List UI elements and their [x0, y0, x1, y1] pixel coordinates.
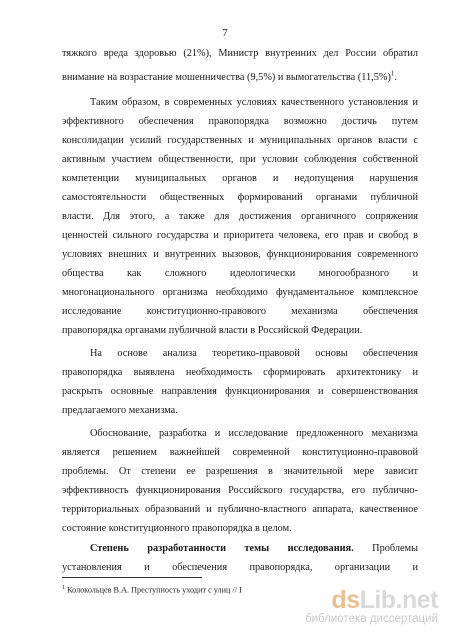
text-line: состояние конституционного правопорядка в целом. — [62, 523, 292, 534]
text-line: общества как сложного идеологически многообразного и — [62, 268, 418, 279]
text-span: Проблемы — [353, 543, 419, 554]
watermark-tagline: библиотека диссертаций — [305, 613, 438, 625]
text-line: исследование конституционно-правового механизма обеспечения — [62, 306, 418, 317]
text-line: Обоснование, разработка и исследование предложенного механизма — [90, 428, 418, 439]
footnote-marker: 1 — [62, 585, 65, 591]
text-line: консолидации усилий государственных и муниципальных органов власти с — [62, 135, 418, 146]
text-line — [62, 69, 418, 84]
text-line: проблемы. От степени ее разрешения в значительной мере зависит — [62, 466, 418, 477]
text-line: ценностей сильного государства и приоритета человека, его прав и свобод в — [62, 230, 418, 241]
text-line: правопорядка органами публичной власти в Российской Федерации. — [62, 325, 363, 336]
text-line: активным участием общественности, при условии соблюдения собственной — [62, 154, 418, 165]
dslib-logo — [331, 586, 438, 614]
text-line: территориальных образований и публично-властного аппарата, качественное — [62, 504, 418, 515]
text-line: является решением важнейшей современной конституционно-правовой — [62, 447, 418, 458]
footnote-divider — [62, 577, 202, 578]
text-line: правопорядка выявлена необходимость сформировать архитектонику и — [62, 367, 418, 378]
text-line: эффективного обеспечения правопорядка возможно достичь путем — [62, 116, 418, 127]
text-line: власти. Для этого, а также для достижения органичного сопряжения — [62, 211, 418, 222]
logo-ds: ds — [331, 586, 360, 614]
text-span: . — [394, 72, 397, 83]
text-line: эффективность функционирования Российского государства, его публично- — [62, 485, 418, 496]
text-line — [90, 543, 418, 555]
text-line: компетенции муниципальных органов и недопущения нарушения — [62, 173, 418, 184]
text-line: самостоятельности общественных формирований органами публичной — [62, 192, 418, 203]
footnote-text: Колокольцев В.А. Преступность уходит с улиц // I — [67, 585, 242, 595]
watermark — [240, 586, 440, 630]
text-line: условиях внешних и внутренних вызовов, функционирования современного — [62, 249, 418, 260]
text-line: Таким образом, в современных условиях качественного установления и — [90, 97, 418, 108]
text-line: На основе анализа теоретико-правовой основы обеспечения — [90, 348, 418, 359]
section-heading: Степень разработанности темы исследования. — [90, 543, 354, 554]
text-span: внимание на возрастание мошенничества (9,5%) и вымогательства (11,5%) — [62, 72, 391, 83]
text-line: установления и обеспечения правопорядка, организации и — [62, 562, 418, 573]
text-line: предлагаемого механизма. — [62, 405, 178, 416]
text-line: раскрыть основные направления функционирования и совершенствования — [62, 386, 418, 397]
page-number: 7 — [222, 27, 228, 39]
text-line: тяжкого вреда здоровью (21%), Министр внутренних дел России обратил — [62, 48, 418, 59]
text-line: многонационального организма необходимо фундаментальное комплексное — [62, 287, 418, 298]
footnote-ref[interactable]: 1 — [390, 69, 395, 78]
logo-rest: Lib.net — [359, 586, 438, 614]
